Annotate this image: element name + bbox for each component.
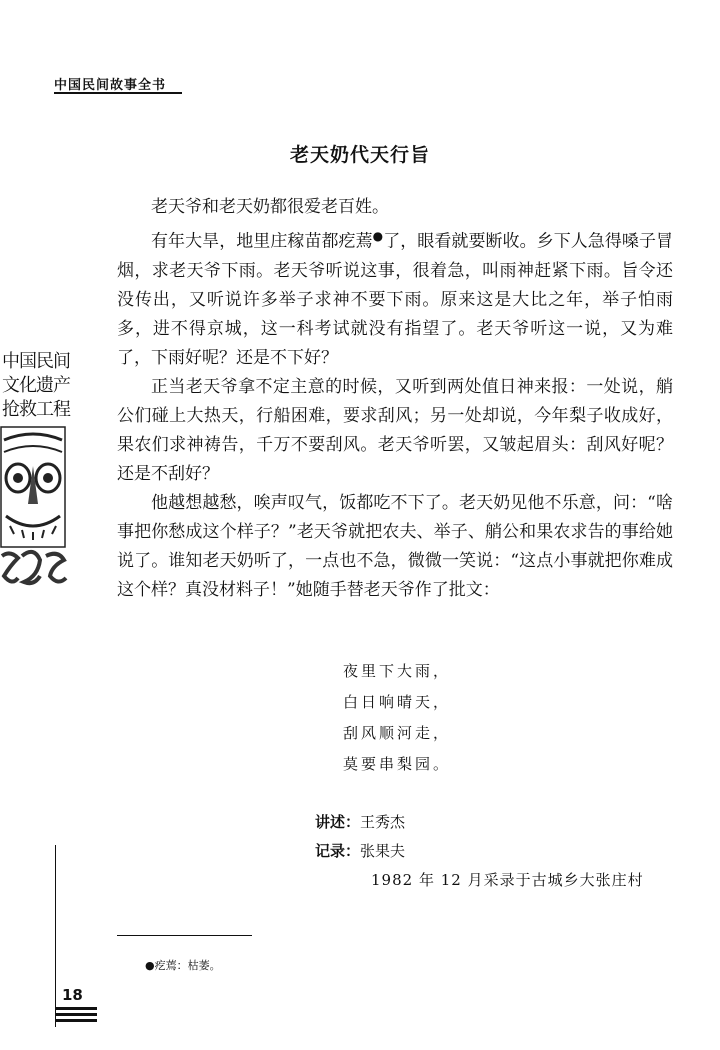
header-underline	[54, 92, 182, 94]
footnote-divider	[117, 935, 252, 936]
logo-line-2: 文化遗产	[2, 375, 70, 396]
paragraph-4-text: 他越想越愁，唉声叹气，饭都吃不下了。老天奶见他不乐意，问：“啥事把你愁成这个样子？”老天爷就把农夫、举子、艄公和果农求告的事给她说了。谁知老天奶听了，一点也不急，微微一笑说：“这点小事就把你难成这个样？真没材料子！”她随手替老天爷作了批文：	[117, 492, 673, 600]
story-title: 老天奶代天行旨	[289, 144, 430, 166]
recorder-line	[315, 837, 644, 866]
book-title-header: 中国民间故事全书	[54, 78, 167, 93]
paragraph-1-text: 老天爷和老天奶都很爱老百姓。	[151, 197, 389, 217]
poem-line-2: 白日响晴天，	[343, 693, 452, 711]
page-margin-rule	[55, 845, 56, 1027]
paragraph-2	[117, 222, 673, 373]
story-credits	[315, 808, 644, 895]
story-body	[117, 193, 673, 605]
paragraph-3	[117, 373, 673, 489]
page-number-bars	[55, 1007, 97, 1025]
narrator-name: 王秀杰	[360, 813, 406, 831]
poem-line-4: 莫要串梨园。	[343, 755, 452, 773]
heritage-project-logo	[0, 350, 68, 612]
narrator-line	[315, 808, 644, 837]
paragraph-4	[117, 489, 673, 605]
paragraph-2-text-start: 有年大旱，地里庄稼苗都疙蔫	[151, 231, 373, 252]
page-number: 18	[62, 986, 83, 1004]
recorder-label: 记录：	[315, 842, 361, 860]
recorder-name: 张果夫	[360, 842, 406, 860]
logo-line-1: 中国民间	[2, 351, 70, 372]
footnote-marker: ●	[372, 229, 384, 243]
logo-line-3: 抢救工程	[2, 399, 70, 420]
poem-line-3: 刮风顺河走，	[343, 724, 452, 742]
decree-poem	[343, 656, 451, 780]
footnote-text: ●疙蔫：枯萎。	[145, 959, 221, 972]
paragraph-2-text-rest: 了，眼看就要断收。乡下人急得嗓子冒烟，求老天爷下雨。老天爷听说这事，很着急，叫雨神赶紧下雨。旨令还没传出，又听说许多举子求神不要下雨。原来这是大比之年，举子怕雨多，进不得京城，这一科考试就没有指望了。老天爷听这一说，又为难了，下雨好呢？还是不下好？	[117, 231, 673, 368]
paragraph-3-text: 正当老天爷拿不定主意的时候，又听到两处值日神来报：一处说，艄公们碰上大热天，行船困难，要求刮风；另一处却说，今年梨子收成好，果农们求神祷告，千万不要刮风。老天爷听罢，又皱起眉头：刮风好呢？还是不刮好？	[117, 376, 673, 484]
mask-emblem-icon	[0, 426, 68, 606]
poem-line-1: 夜里下大雨，	[343, 662, 452, 680]
paragraph-1	[117, 193, 673, 222]
collection-date-place: 1982 年 12 月采录于古城乡大张庄村	[371, 871, 644, 889]
narrator-label: 讲述：	[315, 813, 361, 831]
